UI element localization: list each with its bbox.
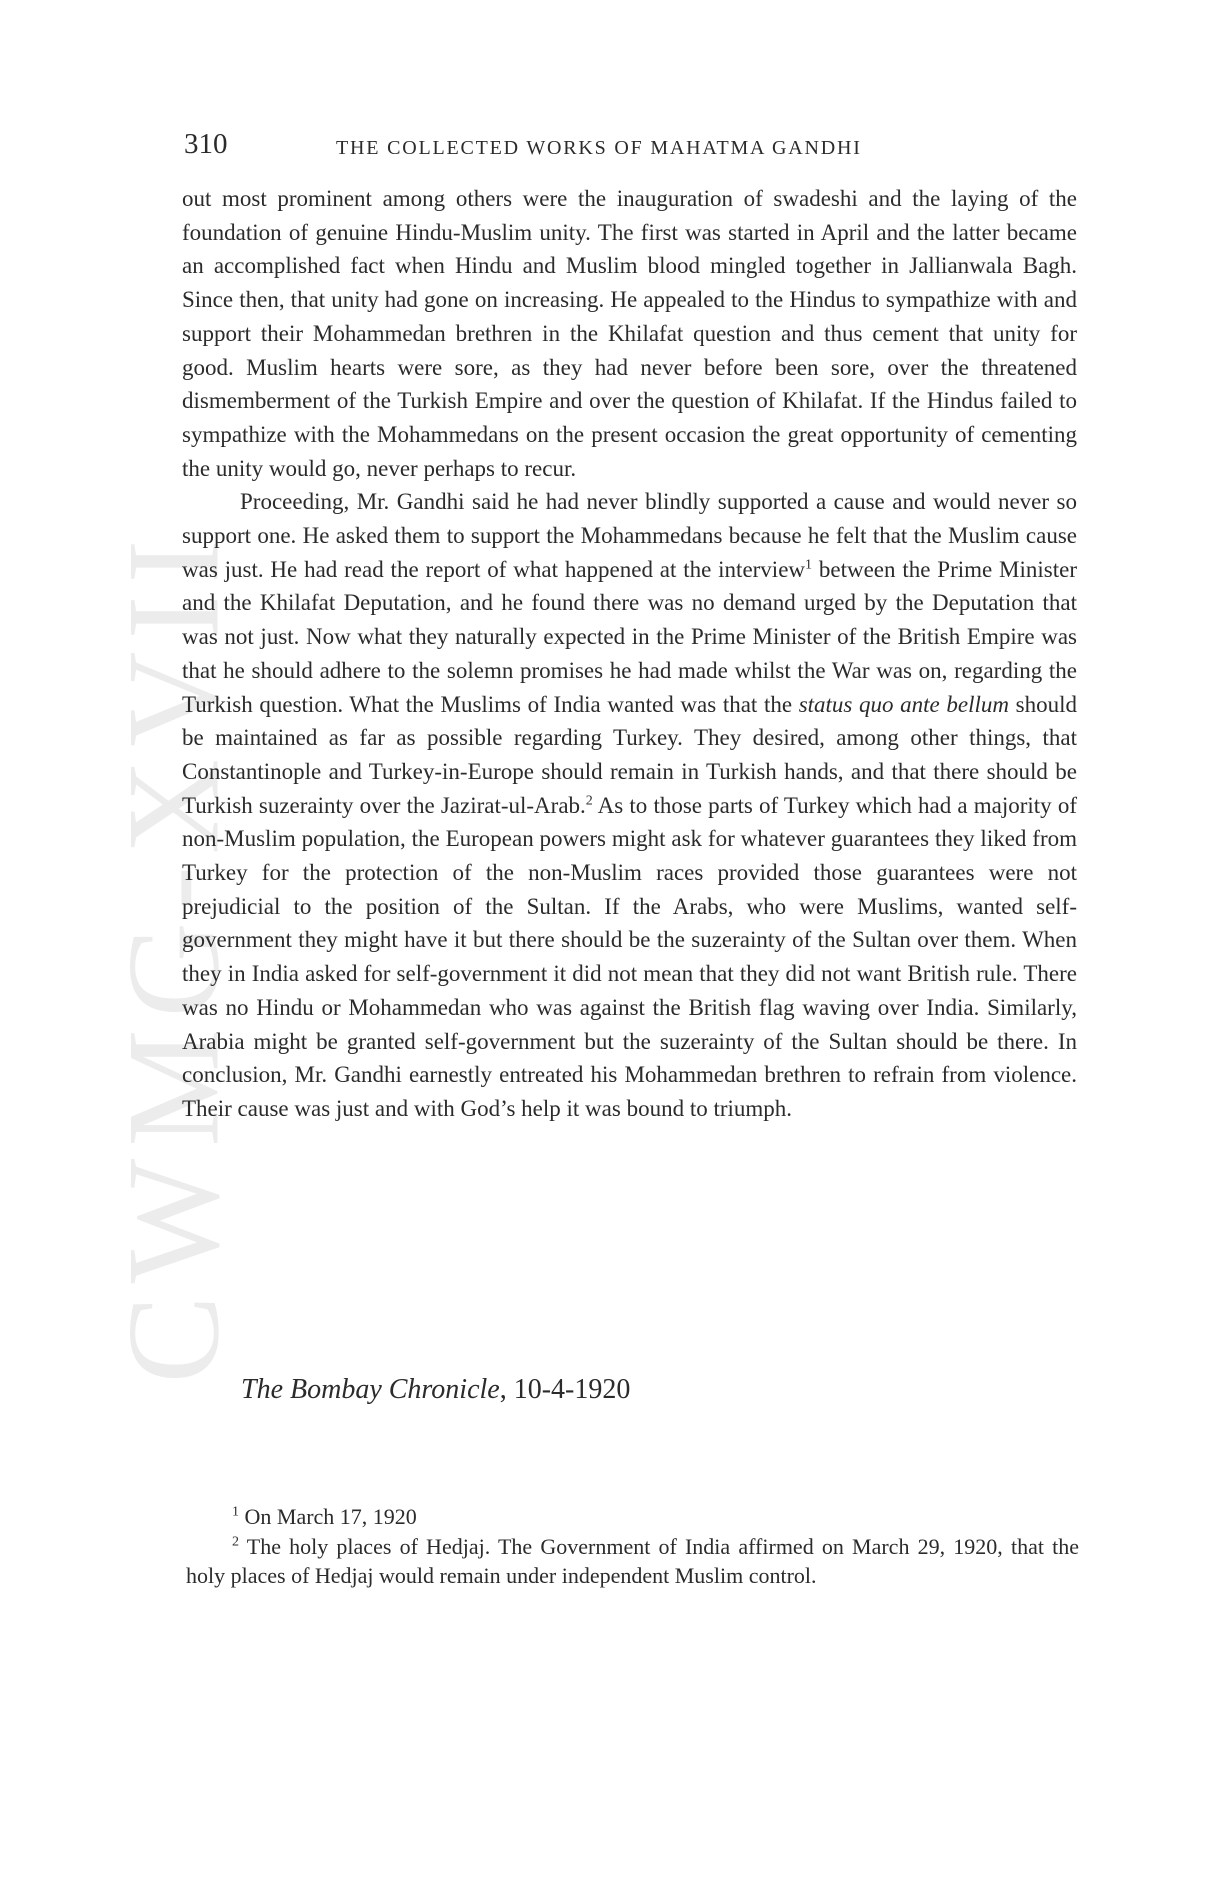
paragraph-2 <box>182 485 1077 1125</box>
footnote-ref-2: 2 <box>585 793 593 808</box>
footnote-2-marker: 2 <box>232 1534 239 1550</box>
footnote-2-text: The holy places of Hedjaj. The Government of India affirmed on March 29, 1920, that the holy places of Hedjaj would remain under independent Muslim control. <box>186 1533 1079 1588</box>
latin-phrase: status quo ante bellum <box>798 691 1010 717</box>
source-citation <box>241 1374 630 1406</box>
footnote-1-marker: 1 <box>232 1504 239 1520</box>
publication-name: The Bombay Chronicle <box>241 1374 500 1405</box>
paragraph-2-segment-4: As to those parts of Turkey which had a majority of non-Muslim population, the European powers might ask for whatever guarantees they liked from Turkey for the protection of the non-Muslim races provided those guarantees were not prejudicial to the position of the Sultan. If the Arabs, who were Muslims, wanted self-government they might have it but there should be the suzerainty of the Sultan over them. When they in India asked for self-government it did not mean that they did not want British rule. There was no Hindu or Mohammedan who was against the British flag waving over India. Similarly, Arabia might be granted self-government but the suzerainty of the Sultan should be there. In conclusion, Mr. Gandhi earnestly entreated his Mohammedan brethren to refrain from violence. Their cause was just and with God’s help it was bound to triumph. <box>182 792 1077 1121</box>
running-title: THE COLLECTED WORKS OF MAHATMA GANDHI <box>336 137 862 159</box>
footnote-ref-1: 1 <box>805 557 813 573</box>
publication-date: , 10-4-1920 <box>499 1374 631 1405</box>
body-text <box>182 182 1077 1126</box>
footnote-1 <box>186 1502 1079 1532</box>
page-number: 310 <box>184 128 228 160</box>
paragraph-2-segment-3: should be maintained as far as possible regarding Turkey. They desired, among other things, that Constantinople and Turkey-in-Europe should remain in Turkish hands, and that there should be Turkish suzerainty over the Jazirat-ul-Arab. <box>182 691 1077 818</box>
footnote-1-text: On March 17, 1920 <box>239 1504 417 1529</box>
watermark-text: CWMG-XVII <box>99 527 247 1383</box>
paragraph-2-segment-1: Proceeding, Mr. Gandhi said he had never blindly supported a cause and would never so support one. He asked them to support the Mohammedans because he felt that the Muslim cause was just. He had read the report of what happened at the interview <box>182 489 1077 582</box>
page-header <box>184 128 1079 168</box>
paragraph-1 <box>182 182 1077 485</box>
paragraph-2-segment-2: between the Prime Minister and the Khilafat Deputation, and he found there was no demand urged by the Deputation that was not just. Now what they naturally expected in the Prime Minister of the British Empire was that he should adhere to the solemn promises he had made whilst the War was on, regarding the Turkish question. What the Muslims of India wanted was that the <box>182 556 1078 717</box>
footnote-2 <box>186 1532 1079 1591</box>
paragraph-1-text: out most prominent among others were the inauguration of swadeshi and the laying of the foundation of genuine Hindu-Muslim unity. The first was started in April and the latter became an accomplished fact when Hindu and Muslim blood mingled together in Jallianwala Bagh. Since then, that unity had gone on increasing. He appealed to the Hindus to sympathize with and support their Mohammedan brethren in the Khilafat question and thus cement that unity for good. Muslim hearts were sore, as they had never before been sore, over the threatened dismemberment of the Turkish Empire and over the question of Khilafat. If the Hindus failed to sympathize with the Mohammedans on the present occasion the great opportunity of cementing the unity would go, never perhaps to recur. <box>182 186 1077 481</box>
footnotes <box>186 1502 1079 1591</box>
